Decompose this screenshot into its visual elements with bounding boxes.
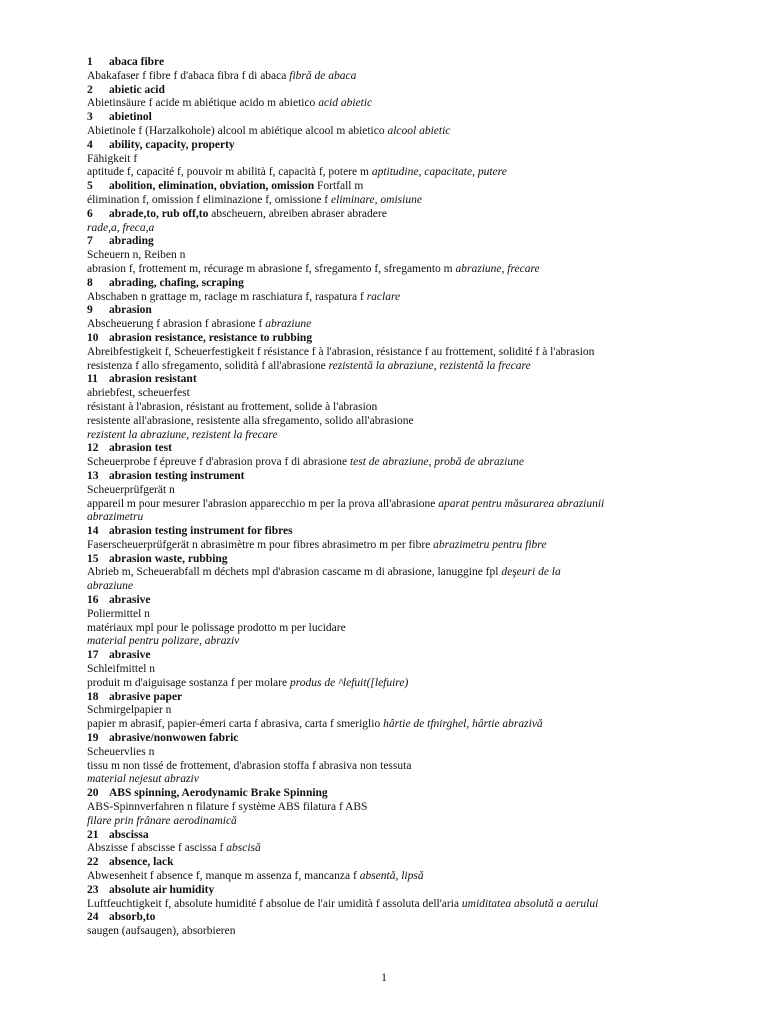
romanian-translation: abrazimetru [87,511,144,524]
dictionary-entry [87,649,727,690]
translation-line [87,166,727,180]
entry-heading [87,649,727,663]
entry-heading [87,525,727,539]
entry-term: abrade,to, rub off,to [109,207,209,220]
entry-number-text: 21 [87,828,99,841]
romanian-translation: abraziune [265,318,312,331]
translation-line [87,346,727,360]
entry-number-text: 23 [87,883,99,896]
entry-term: abrasion [109,304,152,317]
romanian-translation: abrazimetru pentru fibre [433,538,547,551]
translation-line [87,318,727,332]
translation-line [87,718,727,732]
entry-number [87,442,109,454]
dictionary-entry [87,277,727,305]
translation-line [87,773,727,787]
entry-number-text: 14 [87,525,99,538]
entry-number [87,277,109,289]
entry-number [87,373,109,385]
dictionary-entry [87,235,727,276]
romanian-translation: produs de ^lefuit([lefuire) [289,676,409,689]
translation-line [87,746,727,760]
romanian-translation: acid abietic [318,97,373,110]
entry-heading [87,56,727,70]
entry-number [87,732,109,744]
entry-number [87,208,109,220]
translation-text: Abwesenheit f absence f, manque m assenza f, mancanza f [87,870,360,883]
dictionary-entry [87,304,727,332]
translation-line [87,925,727,939]
translation-text: Schmirgelpapier n [87,704,172,717]
translation-text: Scheuerprobe f épreuve f d'abrasion prova f di abrasione [87,456,350,469]
entry-heading [87,373,727,387]
entry-term: absolute air humidity [109,883,215,896]
entry-number-text: 3 [87,111,93,124]
entry-term: ability, capacity, property [109,138,235,151]
entry-number [87,594,109,606]
translation-line [87,484,727,498]
translation-text: Scheuervlies n [87,745,155,758]
entry-heading [87,84,727,98]
dictionary-entry [87,911,727,939]
entry-term: abrading [109,235,154,248]
dictionary-entry [87,208,727,236]
entry-number [87,649,109,661]
translation-text: Scheuern n, Reiben n [87,249,186,262]
entry-term: abolition, elimination, obviation, omission [109,180,315,193]
entry-heading [87,180,727,194]
entry-number-text: 8 [87,276,93,289]
translation-text: Schleifmittel n [87,663,156,676]
translation-line [87,415,727,429]
entry-heading [87,594,727,608]
entry-term: abrasion test [109,442,172,455]
dictionary-entry [87,111,727,139]
entry-heading [87,856,727,870]
translation-line [87,539,727,553]
entry-number-text: 2 [87,83,93,96]
translation-line [87,677,727,691]
entry-number-text: 1 [87,56,93,68]
translation-line [87,456,727,470]
translation-line [87,194,727,208]
translation-line [87,815,727,829]
entry-heading [87,787,727,801]
dictionary-entry [87,373,727,442]
translation-text: papier m abrasif, papier-émeri carta f abrasiva, carta f smeriglio [87,718,384,731]
translation-line [87,387,727,401]
translation-line [87,635,727,649]
entry-number-text: 18 [87,690,99,703]
entry-number-text: 17 [87,649,99,662]
translation-text: Scheuerprüfgerät n [87,483,175,496]
entry-heading [87,829,727,843]
entry-term: ABS spinning, Aerodynamic Brake Spinning [109,787,328,800]
entry-number-text: 16 [87,594,99,607]
entry-number [87,884,109,896]
translation-line [87,704,727,718]
dictionary-entry [87,332,727,373]
translation-text: produit m d'aiguisage sostanza f per molare [87,676,290,689]
translation-line [87,566,727,580]
entry-number-text: 5 [87,180,93,193]
entry-term: absence, lack [109,856,174,869]
dictionary-entry [87,884,727,912]
translation-text: Abrieb m, Scheuerabfall m déchets mpl d'abrasion cascame m di abrasione, lanuggine fpl [87,566,502,579]
translation-line [87,898,727,912]
entry-inline-translation: Fortfall m [314,180,364,193]
translation-text: abrasion f, frottement m, récurage m abrasione f, sfregamento f, sfregamento m [87,262,456,275]
romanian-translation: absentă, lipsă [359,870,424,883]
entry-heading [87,304,727,318]
entry-heading [87,235,727,249]
translation-line [87,663,727,677]
entry-number-text: 20 [87,787,99,800]
entry-heading [87,208,727,222]
translation-text: resistenza f allo sfregamento, solidità f all'abrasione [87,359,329,372]
romanian-translation: aparat pentru măsurarea abraziunii [438,497,605,510]
romanian-translation: umiditatea absolută a aerului [461,897,599,910]
entry-term: abrasion testing instrument [109,469,245,482]
romanian-translation: filare prin frânare aerodinamică [87,814,237,827]
entry-inline-translation: abscheuern, abreiben abraser abradere [208,207,387,220]
translation-text: abriebfest, scheuerfest [87,387,190,400]
entry-term: abrasion resistant [109,373,197,386]
translation-text: Abszisse f abscisse f ascissa f [87,842,227,855]
translation-text: Abschaben n grattage m, raclage m raschiatura f, raspatura f [87,290,367,303]
entry-number [87,235,109,247]
romanian-translation: hârtie de tfnirghel, hârtie abrazivă [383,718,543,731]
entry-heading [87,732,727,746]
entry-heading [87,911,727,925]
entry-number [87,525,109,537]
dictionary-entry [87,691,727,732]
entry-number [87,84,109,96]
dictionary-entry [87,56,727,84]
entry-number-text: 22 [87,856,99,869]
entry-number-text: 12 [87,442,99,455]
entry-number-text: 4 [87,138,93,151]
romanian-translation: raclare [366,290,401,303]
romanian-translation: rade,a, freca,a [87,221,155,234]
entry-heading [87,442,727,456]
romanian-translation: eliminare, omisiune [331,193,422,206]
translation-line [87,153,727,167]
dictionary-entry [87,180,727,208]
dictionary-entry [87,442,727,470]
dictionary-entry [87,553,727,594]
romanian-translation: rezistentă la abraziune, rezistentă la frecare [328,359,531,372]
entry-number-text: 6 [87,207,93,220]
romanian-translation: fibră de abaca [289,69,357,82]
romanian-translation: abscisă [226,842,261,855]
translation-line [87,760,727,774]
entry-number-text: 24 [87,911,99,924]
translation-line [87,580,727,594]
entry-heading [87,111,727,125]
translation-line [87,429,727,443]
entry-term: abrasive paper [109,690,183,703]
translation-line [87,222,727,236]
romanian-translation: material nejesut abraziv [87,773,199,786]
translation-text: resistente all'abrasione, resistente alla sfregamento, solido all'abrasione [87,414,414,427]
romanian-translation: material pentru polizare, abraziv [87,635,240,648]
dictionary-entry [87,139,727,180]
dictionary-entry [87,594,727,649]
romanian-translation: abraziune [87,580,133,593]
page-number: 1 [381,972,387,984]
entry-term: abrasive/nonwowen fabric [109,732,239,745]
entry-number [87,470,109,482]
translation-text: appareil m pour mesurer l'abrasion apparecchio m per la prova all'abrasione [87,497,439,510]
entry-number-text: 7 [87,235,93,248]
translation-text: matériaux mpl pour le polissage prodotto m per lucidare [87,621,346,634]
entry-term: absorb,to [109,911,156,924]
entry-number [87,332,109,344]
entry-number [87,691,109,703]
translation-line [87,97,727,111]
entry-number [87,180,109,192]
translation-text: ABS-Spinnverfahren n filature f système ABS filatura f ABS [87,801,368,814]
romanian-translation: rezistent la abraziune, rezistent la frecare [87,428,278,441]
entry-number-text: 9 [87,304,93,317]
entry-term: abrasive [109,649,151,662]
entry-term: abrading, chafing, scraping [109,276,244,289]
translation-line [87,360,727,374]
translation-text: résistant à l'abrasion, résistant au frottement, solide à l'abrasion [87,400,378,413]
dictionary-entries [87,56,727,939]
translation-text: élimination f, omission f eliminazione f, omissione f [87,193,332,206]
entry-term: abaca fibre [109,56,165,68]
romanian-translation: abraziune, frecare [455,262,540,275]
entry-number-text: 15 [87,552,99,565]
entry-number-text: 13 [87,469,99,482]
entry-number [87,856,109,868]
entry-number [87,304,109,316]
translation-text: aptitude f, capacité f, pouvoir m abilità f, capacità f, potere m [87,166,372,179]
translation-text: tissu m non tissé de frottement, d'abrasion stoffa f abrasiva non tessuta [87,759,412,772]
translation-line [87,70,727,84]
entry-heading [87,332,727,346]
translation-line [87,263,727,277]
translation-line [87,401,727,415]
translation-line [87,291,727,305]
entry-number-text: 10 [87,331,99,344]
translation-line [87,870,727,884]
entry-number-text: 19 [87,732,99,745]
translation-text: Abreibfestigkeit f, Scheuerfestigkeit f résistance f à l'abrasion, résistance f au frottement, solidité f à l'abrasion [87,345,595,358]
dictionary-entry [87,732,727,787]
translation-line [87,622,727,636]
romanian-translation: deşeuri de la [501,566,561,579]
entry-number [87,139,109,151]
entry-term: abrasion resistance, resistance to rubbing [109,331,313,344]
translation-text: Abietinole f (Harzalkohole) alcool m abiétique alcool m abietico [87,124,388,137]
entry-heading [87,139,727,153]
entry-number-text: 11 [87,373,98,386]
entry-heading [87,691,727,705]
dictionary-entry [87,856,727,884]
dictionary-entry [87,829,727,857]
entry-term: abscissa [109,828,149,841]
entry-number [87,56,109,68]
dictionary-entry [87,787,727,828]
dictionary-entry [87,470,727,525]
entry-term: abietic acid [109,83,165,96]
entry-term: abrasion testing instrument for fibres [109,525,293,538]
translation-text: Abscheuerung f abrasion f abrasione f [87,318,266,331]
entry-term: abrasive [109,594,151,607]
translation-line [87,511,727,525]
romanian-translation: alcool abietic [387,124,451,137]
entry-term: abietinol [109,111,152,124]
translation-line [87,498,727,512]
translation-text: Fähigkeit f [87,152,138,165]
translation-text: Luftfeuchtigkeit f, absolute humidité f absolue de l'air umidità f assoluta dell'aria [87,897,462,910]
translation-line [87,801,727,815]
translation-text: saugen (aufsaugen), absorbieren [87,925,236,938]
translation-line [87,249,727,263]
entry-number [87,111,109,123]
translation-text: Poliermittel n [87,607,150,620]
entry-heading [87,553,727,567]
entry-number [87,553,109,565]
translation-line [87,608,727,622]
translation-text: Abietinsäure f acide m abiétique acido m abietico [87,97,319,110]
entry-heading [87,470,727,484]
entry-number [87,911,109,923]
entry-heading [87,277,727,291]
dictionary-entry [87,84,727,112]
romanian-translation: aptitudine, capacitate, putere [371,166,507,179]
dictionary-entry [87,525,727,553]
romanian-translation: test de abraziune, probă de abraziune [349,456,524,469]
translation-line [87,842,727,856]
entry-number [87,829,109,841]
entry-term: abrasion waste, rubbing [109,552,228,565]
translation-text: Faserscheuerprüfgerät n abrasimètre m pour fibres abrasimetro m per fibre [87,538,434,551]
translation-text: Abakafaser f fibre f d'abaca fibra f di abaca [87,69,290,82]
translation-line [87,125,727,139]
entry-number [87,787,109,799]
entry-heading [87,884,727,898]
